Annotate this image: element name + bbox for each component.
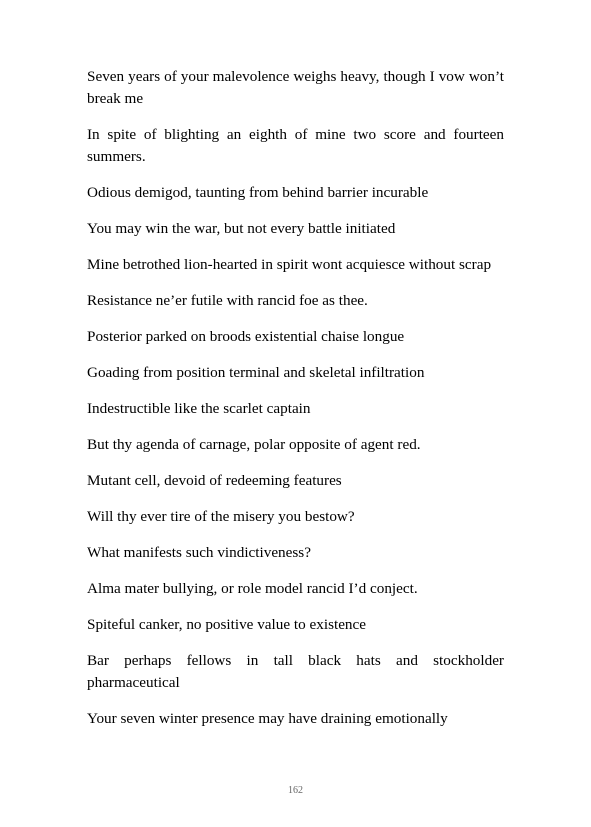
poem-line: Odious demigod, taunting from behind barrier incurable [87,184,429,201]
poem-line: Bar perhaps fellows in tall black hats and stockholder pharmaceutical [87,652,504,691]
poem-line: Mine betrothed lion-hearted in spirit wont acquiesce without scrap [87,256,492,273]
poem-line: Your seven winter presence may have draining emotionally [87,710,448,727]
poem-line: Mutant cell, devoid of redeeming features [87,472,342,489]
poem-line: Seven years of your malevolence weighs heavy, though I vow won’t break me [87,68,504,107]
poem-line: Goading from position terminal and skeletal infiltration [87,364,425,381]
poem-line: Posterior parked on broods existential chaise longue [87,328,405,345]
poem-line: In spite of blighting an eighth of mine two score and fourteen summers. [87,126,504,165]
poem-line: You may win the war, but not every battle initiated [87,220,396,237]
poem-line: But thy agenda of carnage, polar opposite of agent red. [87,436,421,453]
poem-line: Spiteful canker, no positive value to existence [87,616,367,633]
page-number: 162 [288,785,303,796]
poem-line: Will thy ever tire of the misery you bestow? [87,508,355,525]
poem-body [87,66,504,744]
poem-line: What manifests such vindictiveness? [87,544,311,561]
poem-line: Resistance ne’er futile with rancid foe as thee. [87,292,368,309]
poem-line: Indestructible like the scarlet captain [87,400,311,417]
poem-line: Alma mater bullying, or role model rancid I’d conject. [87,580,418,597]
